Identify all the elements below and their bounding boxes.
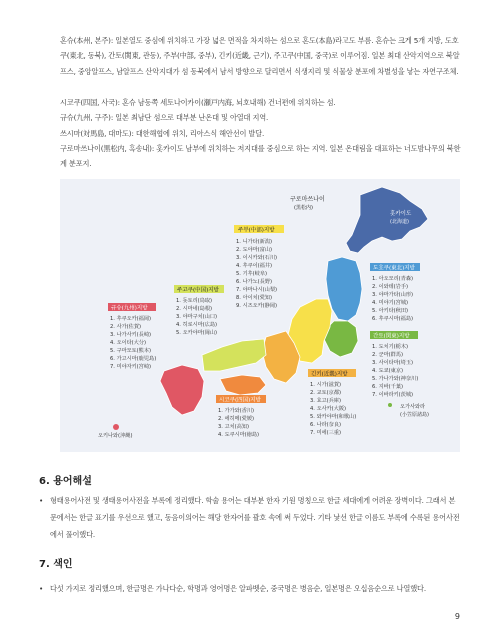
kinki-item: 1. 시가(滋賀) xyxy=(310,382,342,388)
chubu-item: 5. 기후(岐阜) xyxy=(236,271,268,277)
shikoku-item: 1. 가가와(香川) xyxy=(218,408,255,414)
kyushu-item: 1. 후쿠오카(福岡) xyxy=(110,316,152,322)
shikoku-item: 4. 도쿠시마(徳島) xyxy=(218,432,260,438)
kyushu-item: 3. 나가사키(長崎) xyxy=(110,332,152,338)
kinki-item: 3. 효고(兵庫) xyxy=(310,398,342,404)
kuromatsunai-label: 구로마쓰나이 xyxy=(290,196,325,203)
kanto-item: 7. 이바라키(茨城) xyxy=(372,392,414,398)
chubu-item: 9. 시즈오카(静岡) xyxy=(236,303,278,309)
paragraph-kuroshio: 구로마쓰나이(黒松内, 흑송내): 홋카이도 남부에 위치하는 저지대를 중심으로 하는 지역. 일본 온대림을 대표하는 너도밤나무의 북한계 분포지. xyxy=(60,144,461,169)
chubu-item: 7. 야마나시(山梨) xyxy=(236,287,278,293)
paragraph-shikoku: 시코쿠(四国, 사국): 혼슈 남동쪽 세토나이카이(瀬戸内海, 뇌호내해) 건너편에 위치하는 섬. xyxy=(60,98,336,107)
ogasawara-shape xyxy=(388,403,392,407)
chugoku-item: 4. 히로시마(広島) xyxy=(176,322,218,328)
chubu-legend xyxy=(234,225,284,309)
kinki-item: 4. 오사카(大阪) xyxy=(310,406,347,412)
ogasawara-sub-label: (小笠原諸島) xyxy=(400,412,429,418)
kinki-legend-header: 긴키(近畿)지방 xyxy=(311,371,348,378)
page-number: 9 xyxy=(454,612,460,621)
section-7-bullet: • xyxy=(39,584,44,593)
kyushu-shape xyxy=(160,365,204,415)
paragraph-honshu: 혼슈(本州, 본주): 일본열도 중심에 위치하고 가장 넓은 면적을 차지하는 섬으로 혼도(本島)라고도 부름. 혼슈는 크게 5개 지방, 도호쿠(東北, 동북), 간토(関東, 관동), 주부(中部, 중부), 긴키(近畿, 근기), 주고쿠(中国, 중국)로 이루어짐. 일본 최대 산악지역으로 북알프스, 중앙알프스, 남알프스 산악지대가 섬 동북에서 남서 방향으로 달리면서 식생지리 및 식물상 분포에 차별성을 낳는 자연구조체. xyxy=(60,36,460,76)
section-7-title: 7. 색인 xyxy=(39,559,73,570)
chubu-item: 4. 후쿠이(福井) xyxy=(236,263,273,269)
okinawa-label: 오키나와(沖縄) xyxy=(98,433,133,439)
kanto-item: 5. 가나가와(神奈川) xyxy=(372,376,419,382)
tohoku-item: 6. 후쿠시마(福島) xyxy=(372,316,414,322)
kinki-item: 7. 미에(三重) xyxy=(310,430,342,436)
tohoku-legend xyxy=(370,263,420,322)
shikoku-legend-header: 시코쿠(四国)지방 xyxy=(219,397,261,404)
kanto-item: 3. 사이타마(埼玉) xyxy=(372,360,414,366)
kyushu-legend-header: 규슈(九州)지방 xyxy=(111,305,148,312)
kyushu-item: 6. 가고시마(鹿児島) xyxy=(110,356,157,362)
kyushu-item: 2. 사가(佐賀) xyxy=(110,324,142,330)
chugoku-legend xyxy=(174,285,224,336)
kinki-item: 5. 와카야마(和歌山) xyxy=(310,414,357,420)
tohoku-item: 5. 아키타(秋田) xyxy=(372,308,409,314)
chugoku-item: 2. 시마네(島根) xyxy=(176,306,213,312)
section-6-text: 형태용어사전 및 생태용어사전을 부록에 정리했다. 학술 용어는 대부분 한자 기원 명칭으로 한글 세대에게 어려운 장벽이다. 그래서 본문에서는 한글 표기를 우선으로 했고, 동음이의어는 해당 한자어를 괄호 속에 써 두었다. 기타 낯선 한글 이름도 부록에 수록된 용어사전에서 풀이했다. xyxy=(50,496,460,539)
chubu-item: 1. 니가타(新潟) xyxy=(236,239,273,245)
shikoku-item: 2. 에히메(愛媛) xyxy=(218,416,255,422)
chubu-item: 2. 도야마(富山) xyxy=(236,247,273,253)
chubu-item: 8. 아이치(愛知) xyxy=(236,295,273,301)
section-6-bullet: • xyxy=(39,496,44,505)
paragraph-tsushima: 쓰시마(対馬島, 대마도): 대한해협에 위치, 리아스식 해안선이 발달. xyxy=(60,129,265,138)
chugoku-shape xyxy=(202,339,266,371)
kanto-item: 1. 도치기(栃木) xyxy=(372,344,409,350)
kanto-item: 2. 군마(群馬) xyxy=(372,352,404,358)
hokkaido-label: 홋카이도 xyxy=(390,211,412,217)
tohoku-legend-header: 도호쿠(東北)지방 xyxy=(373,265,415,272)
kanto-legend-header: 간토(関東)지방 xyxy=(373,333,410,340)
shikoku-legend xyxy=(216,395,266,438)
tohoku-item: 3. 야마가타(山形) xyxy=(372,292,414,298)
chubu-legend-header: 주부(中部)지방 xyxy=(238,227,275,234)
kanto-item: 6. 지바(千葉) xyxy=(372,384,404,390)
chubu-item: 3. 이시카와(石川) xyxy=(236,255,278,261)
kuromatsunai-sub-label: (黒松内) xyxy=(294,205,313,211)
kyushu-legend xyxy=(108,303,156,370)
chugoku-item: 1. 돗토리(鳥取) xyxy=(176,298,213,304)
kinki-item: 2. 교토(京都) xyxy=(310,390,342,396)
tohoku-item: 2. 이와테(岩手) xyxy=(372,284,409,290)
okinawa-shape xyxy=(113,424,119,430)
tohoku-item: 1. 아오모리(青森) xyxy=(372,276,414,282)
shikoku-item: 3. 고치(高知) xyxy=(218,424,250,430)
kanto-item: 4. 도쿄(東京) xyxy=(372,368,404,374)
ogasawara-label: 오가사와라 xyxy=(400,404,426,410)
kyushu-item: 7. 미야자키(宮崎) xyxy=(110,364,152,370)
kinki-legend xyxy=(308,369,356,436)
kanto-legend xyxy=(370,331,418,398)
section-7-text: 다섯 가지로 정리했으며, 한글명은 가나다순, 학명과 영어명은 알파벳순, 중국명은 병음순, 일본명은 오십음순으로 나열했다. xyxy=(50,584,426,593)
japan-map-svg xyxy=(60,179,460,452)
hokkaido-shape xyxy=(346,187,428,253)
chugoku-item: 5. 오카야마(岡山) xyxy=(176,330,218,336)
kyushu-item: 4. 오이타(大分) xyxy=(110,340,147,346)
kinki-item: 6. 나라(奈良) xyxy=(310,422,342,428)
section-6-title: 6. 용어해설 xyxy=(39,476,92,487)
chubu-item: 6. 나가노(長野) xyxy=(236,279,273,285)
japan-region-map xyxy=(60,179,460,452)
chugoku-legend-header: 주고쿠(中国)지방 xyxy=(177,287,219,294)
paragraph-kyushu: 규슈(九州, 구주): 일본 최남단 섬으로 대부분 난온대 및 아열대 지역. xyxy=(60,113,269,122)
tohoku-item: 4. 미야기(宮城) xyxy=(372,300,409,306)
shikoku-shape xyxy=(220,375,266,395)
kyushu-item: 5. 구마모토(熊本) xyxy=(110,348,152,354)
chugoku-item: 3. 야마구치(山口) xyxy=(176,314,218,320)
hokkaido-sub-label: (北海道) xyxy=(390,219,409,225)
